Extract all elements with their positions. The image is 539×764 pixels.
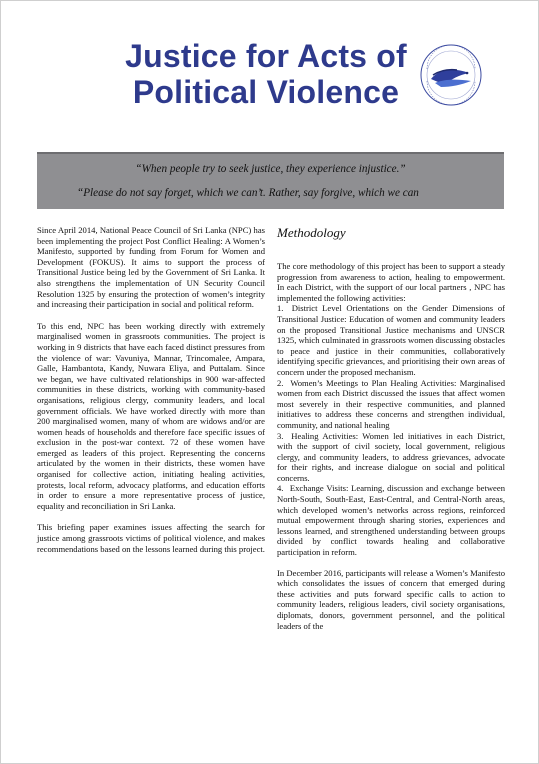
intro-paragraph: Since April 2014, National Peace Council of Sri Lanka (NPC) has been implementing the project Post Conflict Healing: A Women’s Manifesto, supported by funding from Forum for Women and Development (FOKUS). It aims to support the process of Transitional Justice being led by the Government of Sri Lanka. It also strengthens the implementation of UN Security Council Resolution 1325 by ensuring the protection of women’s integrity and increasing their participation in social and political reform.	[37, 225, 265, 310]
list-text: Healing Activities: Women led initiatives in each District, with the support of civil society, local government, religious clergy, and community leaders, to address grievances, advocate for their rights, and increase dialogue on social and political concerns.	[277, 430, 505, 483]
list-number: 4.	[277, 483, 284, 494]
list-item	[277, 303, 505, 377]
quote-1: “When people try to seek justice, they experience injustice.”	[135, 163, 406, 175]
left-column	[37, 225, 265, 565]
title-line-2: Political Violence	[132, 74, 400, 110]
methodology-heading: Methodology	[277, 225, 346, 240]
context-paragraph: To this end, NPC has been working directly with extremely marginalised women in grassroots communities. The project is working in 9 districts that have each faced distinct pressures from the violence of war: Vavuniya, Mannar, Trincomalee, Ampara, Galle, Hambantota, Kandy, Nuwara Eliya, and Puttalam. Since we began, we have cultivated relationships in 900 war-affected communities in these districts, working with community-based organisations, religious clergy, community leaders, and local government officials. We have worked directly with more than 200 marginalised women, many of whom are widows and/or are women heads of households and therefore face specific issues of exclusion in the post-war context. 72 of these women have emerged as leaders of this project. Representing the concerns articulated by the women in their districts, these women have organised for collective action, initiating healing activities, protests, local reform, advocacy platforms, and education efforts in order to ensure a more representative process of justice, equality and reconciliation in Sri Lanka.	[37, 320, 265, 511]
list-number: 3.	[277, 430, 284, 441]
peace-dove-emblem-icon	[415, 39, 487, 111]
list-number: 2.	[277, 377, 284, 388]
list-text: Women’s Meetings to Plan Healing Activities: Marginalised women from each District discussed the issues that affect women most severely in their respective communities, and planned initiatives to address these concerns and strengthen individual, community, and national healing	[277, 377, 505, 430]
activities-list	[277, 303, 505, 557]
list-item	[277, 378, 505, 431]
purpose-paragraph: This briefing paper examines issues affecting the search for justice among grassroots victims of political violence, and makes recommendations based on the lessons learned during this project.	[37, 522, 265, 554]
quote-banner	[37, 152, 504, 209]
list-text: District Level Orientations on the Gender Dimensions of Transitional Justice: Education of women and community leaders on the proposed Transitional Justice mechanisms and UNSCR 1325, which culminated in grassroots women discussing obstacles to peace and justice in their communities, collaboratively identifying specific grievances, and prioritising their own areas of concern under the proposed mechanism.	[277, 303, 505, 377]
page-title	[121, 38, 411, 110]
list-item	[277, 483, 505, 557]
title-line-1: Justice for Acts of	[125, 38, 407, 74]
list-item	[277, 431, 505, 484]
list-text: Exchange Visits: Learning, discussion and exchange between North-South, South-East, East-Central, and Central-North areas, which developed women’s networks across regions, reinforced mutual empowerment through sharing stories, experiences and lessons learned, and strengthened understanding between groups divided by conflict towards healing and collaborative participation in reform.	[277, 483, 505, 558]
right-column	[277, 225, 505, 642]
closing-paragraph: In December 2016, participants will release a Women’s Manifesto which consolidates the issues of concern that emerged during these activities and puts forward specific calls to action to community leaders, religious leaders, civil society organisations, diplomats, donors, government personnel, and the political leaders of the	[277, 567, 505, 631]
quote-2: “Please do not say forget, which we can’t. Rather, say forgive, which we can	[77, 187, 419, 199]
list-number: 1.	[277, 303, 284, 314]
methodology-intro: The core methodology of this project has been to support a steady progression from awareness to action, healing to empowerment. In each District, with the support of our local partners , NPC has implemented the following activities:	[277, 261, 505, 303]
